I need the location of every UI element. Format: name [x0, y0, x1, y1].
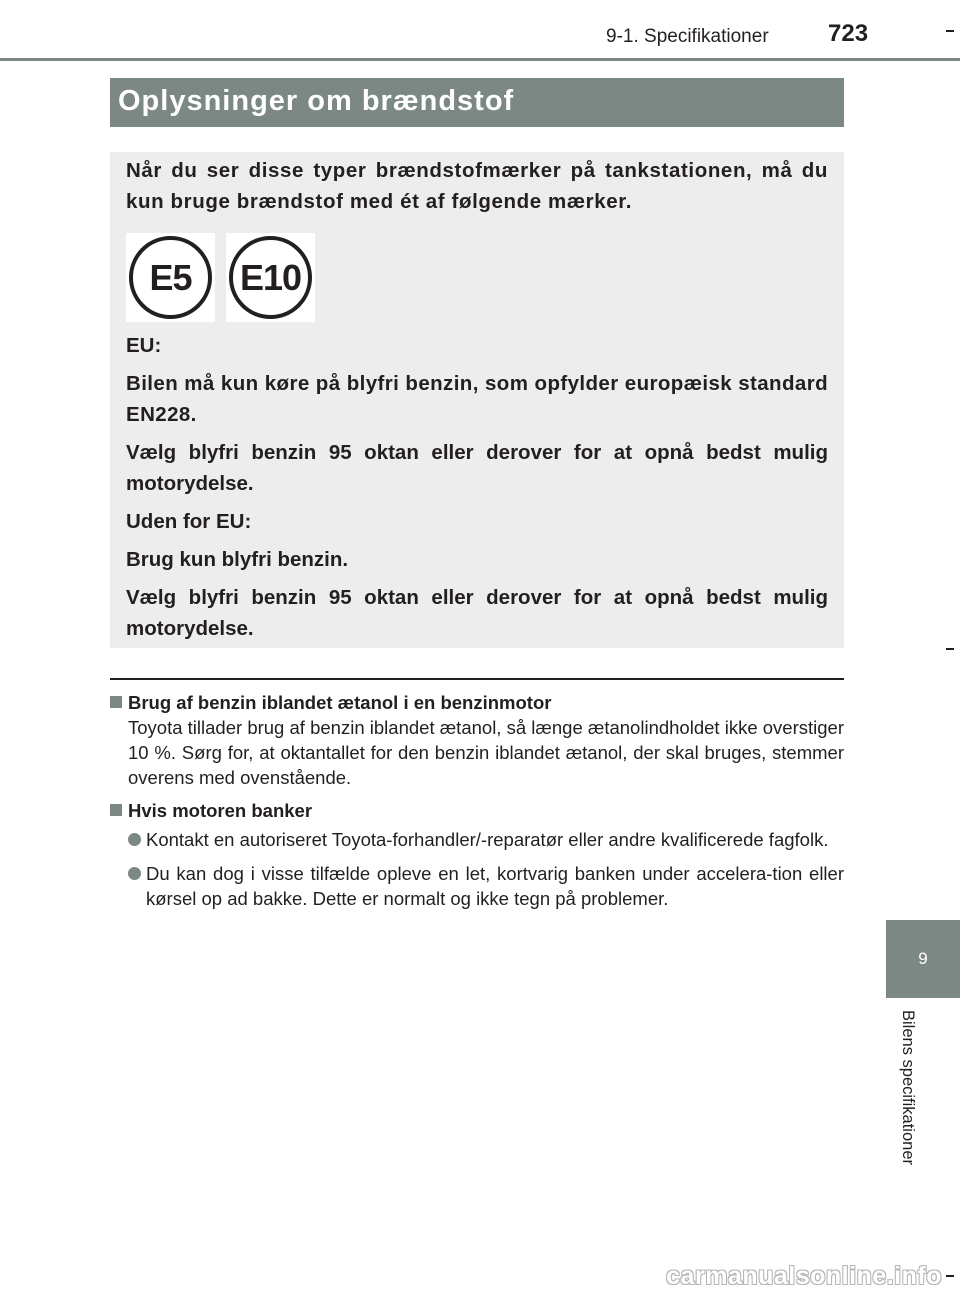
section-heading	[110, 798, 844, 823]
section-title: 9-1. Specifikationer	[606, 26, 769, 47]
non-eu-octane-text: Vælg blyfri benzin 95 oktan eller derover for at opnå bedst mulig motorydelse.	[126, 586, 828, 640]
section-heading	[110, 690, 844, 715]
fuel-badge-e5	[126, 233, 215, 322]
list-item	[128, 827, 844, 852]
crop-mark	[946, 1275, 954, 1277]
circle-bullet-icon	[128, 833, 141, 846]
fuel-label-badges	[126, 233, 315, 322]
knocking-heading: Hvis motoren banker	[128, 800, 313, 821]
chapter-label: Bilens specifikationer	[899, 1010, 917, 1165]
page-number: 723	[828, 20, 869, 47]
section-divider	[110, 678, 844, 680]
header-rule	[0, 58, 960, 61]
fuel-badge-e10-label: E10	[229, 236, 312, 319]
square-bullet-icon	[110, 804, 122, 816]
watermark: carmanualsonline.info	[666, 1262, 942, 1290]
page-title: Oplysninger om brændstof	[110, 78, 844, 127]
list-item	[128, 861, 844, 911]
crop-mark	[946, 648, 954, 650]
fuel-badge-e10	[226, 233, 315, 322]
fuel-requirements	[126, 330, 828, 651]
fuel-info-box	[110, 152, 844, 648]
non-eu-label: Uden for EU:	[126, 510, 252, 533]
ethanol-heading: Brug af benzin iblandet ætanol i en benzinmotor	[128, 692, 552, 713]
fuel-label-intro: Når du ser disse typer brændstofmærker på tankstationen, må du kun bruge brændstof med ét af følgende mærker.	[126, 159, 828, 213]
eu-text: Bilen må kun køre på blyfri benzin, som opfylder europæisk standard EN228.	[126, 372, 828, 426]
notes-content	[110, 690, 844, 911]
circle-bullet-icon	[128, 867, 141, 880]
non-eu-text: Brug kun blyfri benzin.	[126, 548, 349, 571]
knocking-bullet-text: Kontakt en autoriseret Toyota-forhandler/-reparatør eller andre kvalificerede fagfolk.	[146, 829, 829, 850]
eu-label: EU:	[126, 334, 162, 357]
chapter-tab: 9	[886, 920, 960, 998]
fuel-badge-e5-label: E5	[129, 236, 212, 319]
knocking-bullet-text: Du kan dog i visse tilfælde opleve en let, kortvarig banken under accelera-tion eller kørsel op ad bakke. Dette er normalt og ikke tegn på problemer.	[146, 863, 844, 909]
eu-octane-text: Vælg blyfri benzin 95 oktan eller derover for at opnå bedst mulig motorydelse.	[126, 441, 828, 495]
ethanol-text: Toyota tillader brug af benzin iblandet ætanol, så længe ætanolindholdet ikke overstiger 10 %. Sørg for, at oktantallet for den benzin iblandet ætanol, der skal bruges, stemmer overens med ovenstående.	[128, 717, 844, 788]
square-bullet-icon	[110, 696, 122, 708]
crop-mark	[946, 30, 954, 32]
